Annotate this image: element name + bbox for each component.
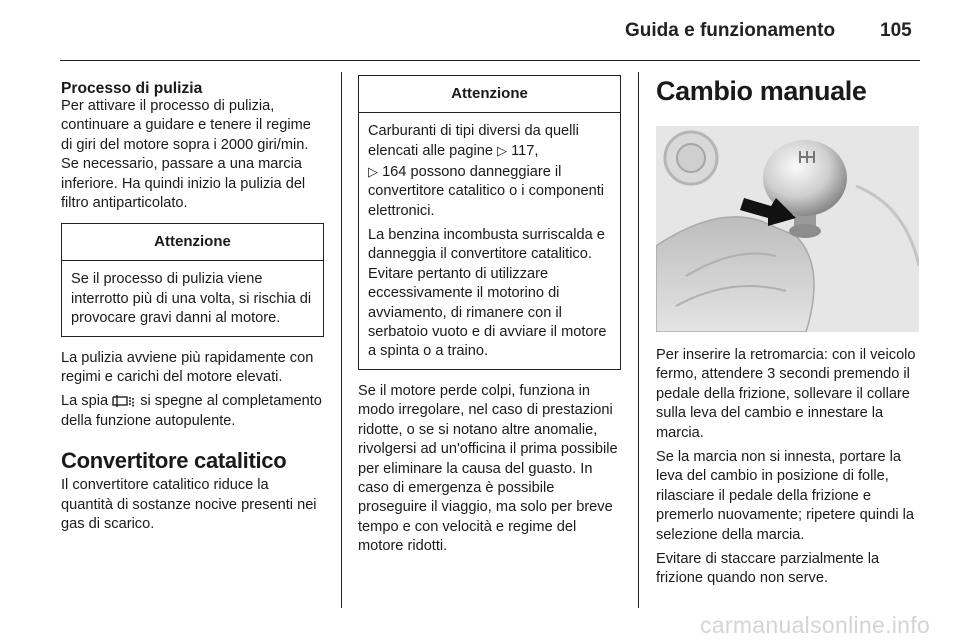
notice-title: Attenzione: [62, 224, 323, 261]
watermark: carmanualsonline.info: [700, 612, 931, 638]
particle-filter-warning-icon: [112, 394, 136, 408]
heading-catalytic-converter: Convertitore catalitico: [61, 448, 287, 474]
heading-cleaning-process: Processo di pulizia: [61, 80, 203, 97]
column-2: [358, 76, 621, 557]
notice-fuel-text: [368, 122, 611, 221]
notice-box-cleaning: [61, 223, 324, 336]
notice-text: Se il processo di pulizia viene interrotto più di una volta, si rischia di provocare gravi danni al motore.: [71, 271, 312, 327]
section-title: Guida e funzionamento: [625, 20, 836, 41]
notice-fuel-text-a: Carburanti di tipi diversi da quelli elencati alle pagine: [368, 123, 579, 160]
page-ref-164[interactable]: 164: [382, 163, 407, 180]
page-number: 105: [880, 20, 912, 41]
paragraph-misfire: Se il motore perde colpi, funziona in modo irregolare, nel caso di prestazioni ridotte, o se si notano altre anomalie, rivolgersi ad un'officina il prima possibile per eliminare la causa del guasto. In caso di emergenza è possibile proseguire il viaggio, ma solo per breve tempo e con velocità e regime del motore ridotti.: [358, 382, 618, 555]
column-divider-1: [341, 72, 342, 608]
paragraph-faster: La pulizia avviene più rapidamente con regimi e carichi del motore elevati.: [61, 349, 314, 386]
column-1: [61, 76, 324, 535]
header-divider: [60, 60, 920, 61]
lamp-text-after: si spegne al completamento della funzione autopulente.: [61, 393, 322, 429]
lamp-text-before: La spia: [61, 393, 109, 410]
heading-manual-transmission: Cambio manuale: [656, 76, 867, 106]
column-divider-2: [638, 72, 639, 608]
page-ref-117[interactable]: 117,: [511, 143, 539, 160]
paragraph-reverse: Per inserire la retromarcia: con il veicolo fermo, attendere 3 secondi premendo il pedale della frizione, sollevare il collare sulla leva del cambio e innestare la marcia.: [656, 347, 916, 441]
paragraph-converter: Il convertitore catalitico riduce la quantità di sostanze nocive presenti nei gas di scarico.: [61, 477, 317, 533]
paragraph-not-engaging: Se la marcia non si innesta, portare la leva del cambio in posizione di folle, rilasciare il pedale della frizione e premerlo nuovamente; ripetere quindi la selezione della marcia.: [656, 449, 914, 543]
column-3: [656, 76, 920, 589]
paragraph-cleaning: Per attivare il processo di pulizia, continuare a guidare e tenere il regime di giri del motore sopra i 2000 giri/min. Se necessario, passare a una marcia inferiore. Ha quindi inizio la pulizia del filtro antiparticolato.: [61, 98, 311, 212]
gear-lever-photo: [656, 126, 919, 332]
page-ref-arrow-icon: ▷: [497, 143, 508, 159]
paragraph-clutch: Evitare di staccare parzialmente la frizione quando non serve.: [656, 551, 880, 587]
page-ref-arrow-icon: ▷: [368, 163, 378, 179]
notice-fuel-text-b: possono danneggiare il convertitore catalitico o i componenti elettronici.: [368, 163, 605, 219]
notice-box-fuel: [358, 75, 621, 370]
notice-unburnt-fuel-text: La benzina incombusta surriscalda e danneggia il convertitore catalitico. Evitare pertanto di utilizzare eccessivamente il motorino di avviamento, di rimanere con il serbatoio vuoto e di avviare il motore a spinta o a traino.: [368, 227, 607, 360]
paragraph-lamp: [61, 392, 324, 431]
gear-lever-illustration: [656, 126, 919, 332]
notice-title: Attenzione: [359, 76, 620, 113]
